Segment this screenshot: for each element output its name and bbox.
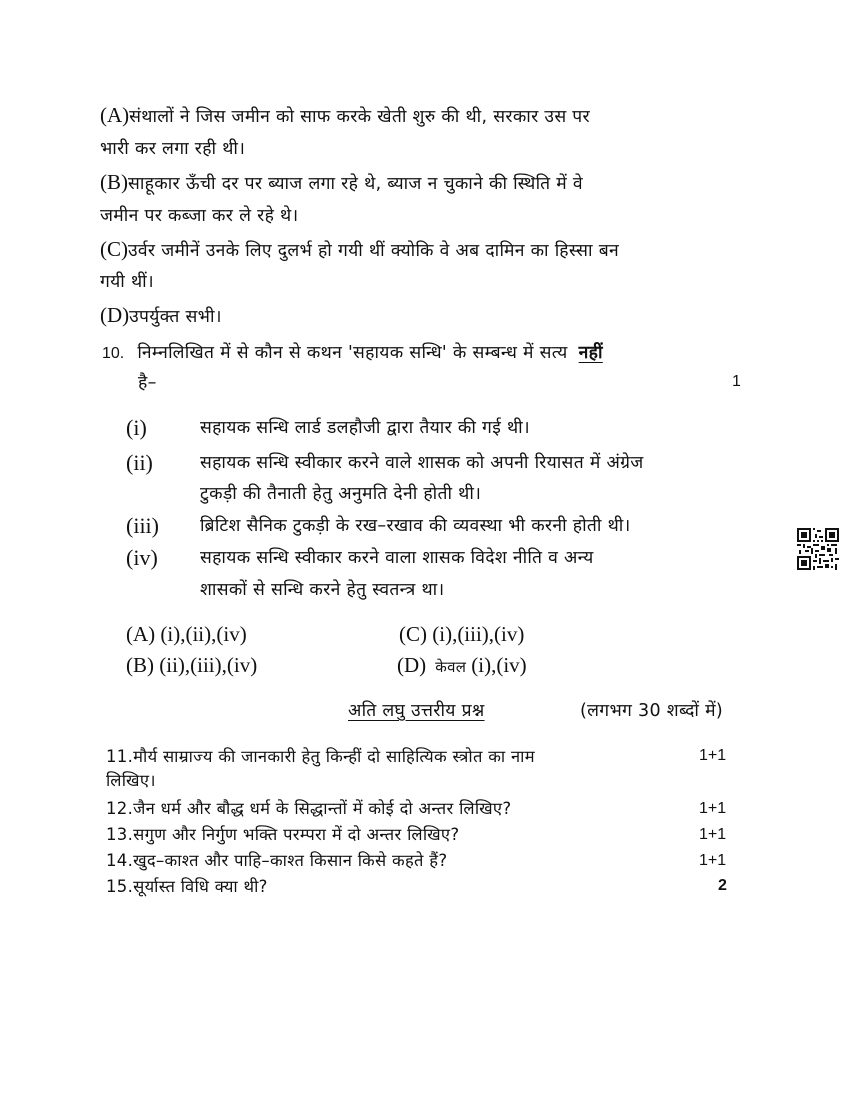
question-15-marks: 2 [718,877,727,894]
question-13: 13.सगुण और निर्गुण भक्ति परम्परा में दो अन्तर लिखिए? [106,825,460,844]
q10-text-line2: है– [138,373,157,393]
q10-stem [102,340,603,364]
statement-iv-line2: शासकों से सन्धि करने हेतु स्वतन्त्र था। [200,580,445,600]
q9-option-a-label: (A) [100,103,130,127]
section-note: (लगभग 30 शब्दों में) [580,701,724,721]
q10-option-b: (B) (ii),(iii),(iv) [126,653,258,677]
q10-option-a: (A) (i),(ii),(iv) [126,622,247,646]
q9-option-a [100,103,590,128]
q9-option-b-label: (B) [100,170,128,194]
q10-option-d-word: केवल [435,658,467,676]
qr-code-icon [797,528,839,570]
q9-option-c [100,237,619,262]
q9-option-d-label: (D) [100,303,130,327]
q10-option-d-label: (D) [397,653,427,677]
statement-i-label: (i) [126,415,147,440]
question-11-line2: लिखिए। [106,771,156,790]
q9-option-b [100,170,583,195]
statement-iv-line1: सहायक सन्धि स्वीकार करने वाला शासक विदेश नीति व अन्य [200,548,594,568]
question-11-marks: 1+1 [699,747,727,764]
section-title: अति लघु उत्तरीय प्रश्न [348,701,485,721]
q9-option-d [100,303,222,328]
statement-iii-label: (iii) [126,513,159,538]
statement-i-line1: सहायक सन्धि लार्ड डलहौजी द्वारा तैयार की गई थी। [200,418,530,438]
q10-option-d [397,653,527,678]
question-14: 14.खुद–काश्त और पाहि–काश्त किसान किसे कहते हैं? [106,851,448,870]
q9-option-b-line1: साहूकार ऊँची दर पर ब्याज लगा रहे थे, ब्याज न चुकाने की स्थिति में वे [128,174,583,194]
q9-option-b-line2: जमीन पर कब्जा कर ले रहे थे। [100,206,299,226]
q10-option-d-value: (i),(iv) [471,653,527,677]
q9-option-d-line1: उपर्युक्त सभी। [129,307,222,327]
question-13-marks: 1+1 [699,826,727,843]
q9-option-c-line1: उर्वर जमीनें उनके लिए दुलर्भ हो गयी थीं क्योकि वे अब दामिन का हिस्सा बन [128,241,619,261]
q9-option-a-line2: भारी कर लगा रही थी। [100,139,246,159]
question-15: 15.सूर्यास्त विधि क्या थी? [106,877,268,896]
q9-option-c-label: (C) [100,237,128,261]
q10-option-c: (C) (i),(iii),(iv) [399,622,525,646]
q10-number: 10. [102,345,125,362]
question-11: 11.मौर्य साम्राज्य की जानकारी हेतु किन्हीं दो साहित्यिक स्त्रोत का नाम [106,747,535,766]
q10-emphasis: नहीं [578,343,603,363]
question-12: 12.जैन धर्म और बौद्ध धर्म के सिद्धान्तों में कोई दो अन्तर लिखिए? [106,799,512,818]
statement-iv-label: (iv) [126,545,158,570]
question-12-marks: 1+1 [699,800,727,817]
statement-iii-line1: ब्रिटिश सैनिक टुकड़ी के रख–रखाव की व्यवस्था भी करनी होती थी। [200,516,631,536]
statement-ii-line1: सहायक सन्धि स्वीकार करने वाले शासक को अपनी रियासत में अंग्रेज [200,453,644,473]
q10-marks: 1 [732,373,741,390]
question-14-marks: 1+1 [699,852,727,869]
statement-ii-label: (ii) [126,450,153,475]
q9-option-c-line2: गयी थीं। [100,272,154,292]
q10-text: निम्नलिखित में से कौन से कथन 'सहायक सन्धि' के सम्बन्ध में सत्य [137,343,568,363]
statement-ii-line2: टुकड़ी की तैनाती हेतु अनुमति देनी होती थी। [200,484,482,504]
q9-option-a-line1: संथालों ने जिस जमीन को साफ करके खेती शुरु की थी, सरकार उस पर [129,107,591,127]
